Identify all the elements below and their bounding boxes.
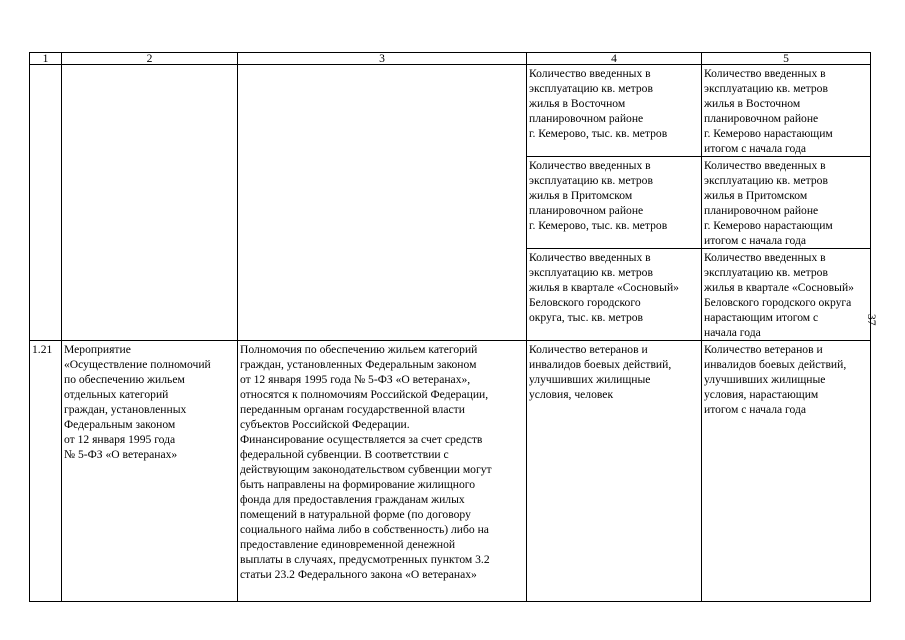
indicator-cumulative-cell: Количество введенных в эксплуатацию кв. метров жилья в квартале «Сосновый» Беловского городского округа нарастающим итогом с начала года — [702, 249, 871, 341]
header-col-4: 4 — [527, 53, 702, 65]
indicator-cumulative-cell: Количество введенных в эксплуатацию кв. метров жилья в Притомском планировочном районе г. Кемерово нарастающим итогом с начала года — [702, 157, 871, 249]
measure-name-cell — [62, 65, 238, 341]
indicator-cell: Количество введенных в эксплуатацию кв. метров жилья в Восточном планировочном районе г. Кемерово, тыс. кв. метров — [527, 65, 702, 157]
indicator-cell: Количество введенных в эксплуатацию кв. метров жилья в квартале «Сосновый» Беловского городского округа, тыс. кв. метров — [527, 249, 702, 341]
indicator-cumulative-cell: Количество введенных в эксплуатацию кв. метров жилья в Восточном планировочном районе г. Кемерово нарастающим итогом с начала года — [702, 65, 871, 157]
header-col-3: 3 — [238, 53, 527, 65]
measure-description-cell — [238, 65, 527, 341]
row-number-cell — [30, 65, 62, 341]
page-number: 37 — [865, 314, 878, 326]
indicator-cell: Количество ветеранов и инвалидов боевых действий, улучшивших жилищные условия, человек — [527, 341, 702, 602]
header-col-1: 1 — [30, 53, 62, 65]
indicator-cell: Количество введенных в эксплуатацию кв. метров жилья в Притомском планировочном районе г. Кемерово, тыс. кв. метров — [527, 157, 702, 249]
table-row — [30, 341, 871, 602]
header-col-2: 2 — [62, 53, 238, 65]
table-row — [30, 65, 871, 157]
table-header-row — [30, 53, 871, 65]
measure-name-cell: Мероприятие «Осуществление полномочий по обеспечению жильем отдельных категорий граждан, установленных Федеральным законом от 12 января 1995 года № 5-ФЗ «О ветеранах» — [62, 341, 238, 602]
measure-description-cell: Полномочия по обеспечению жильем категорий граждан, установленных Федеральным законом от 12 января 1995 года № 5-ФЗ «О ветеранах», относятся к полномочиям Российской Федерации, переданным органам государственной власти субъектов Российской Федерации. Финансирование осуществляется за счет средств федеральной субвенции. В соответствии с действующим законодательством субвенции могут быть направлены на формирование жилищного фонда для предоставления гражданам жилых помещений в натуральной форме (по договору социального найма либо в собственность) либо на предоставление единовременной денежной выплаты в случаях, предусмотренных пунктом 3.2 статьи 23.2 Федерального закона «О ветеранах» — [238, 341, 527, 602]
document-table — [29, 52, 871, 602]
header-col-5: 5 — [702, 53, 871, 65]
indicator-cumulative-cell: Количество ветеранов и инвалидов боевых действий, улучшивших жилищные условия, нарастающим итогом с начала года — [702, 341, 871, 602]
row-number-cell: 1.21 — [30, 341, 62, 602]
